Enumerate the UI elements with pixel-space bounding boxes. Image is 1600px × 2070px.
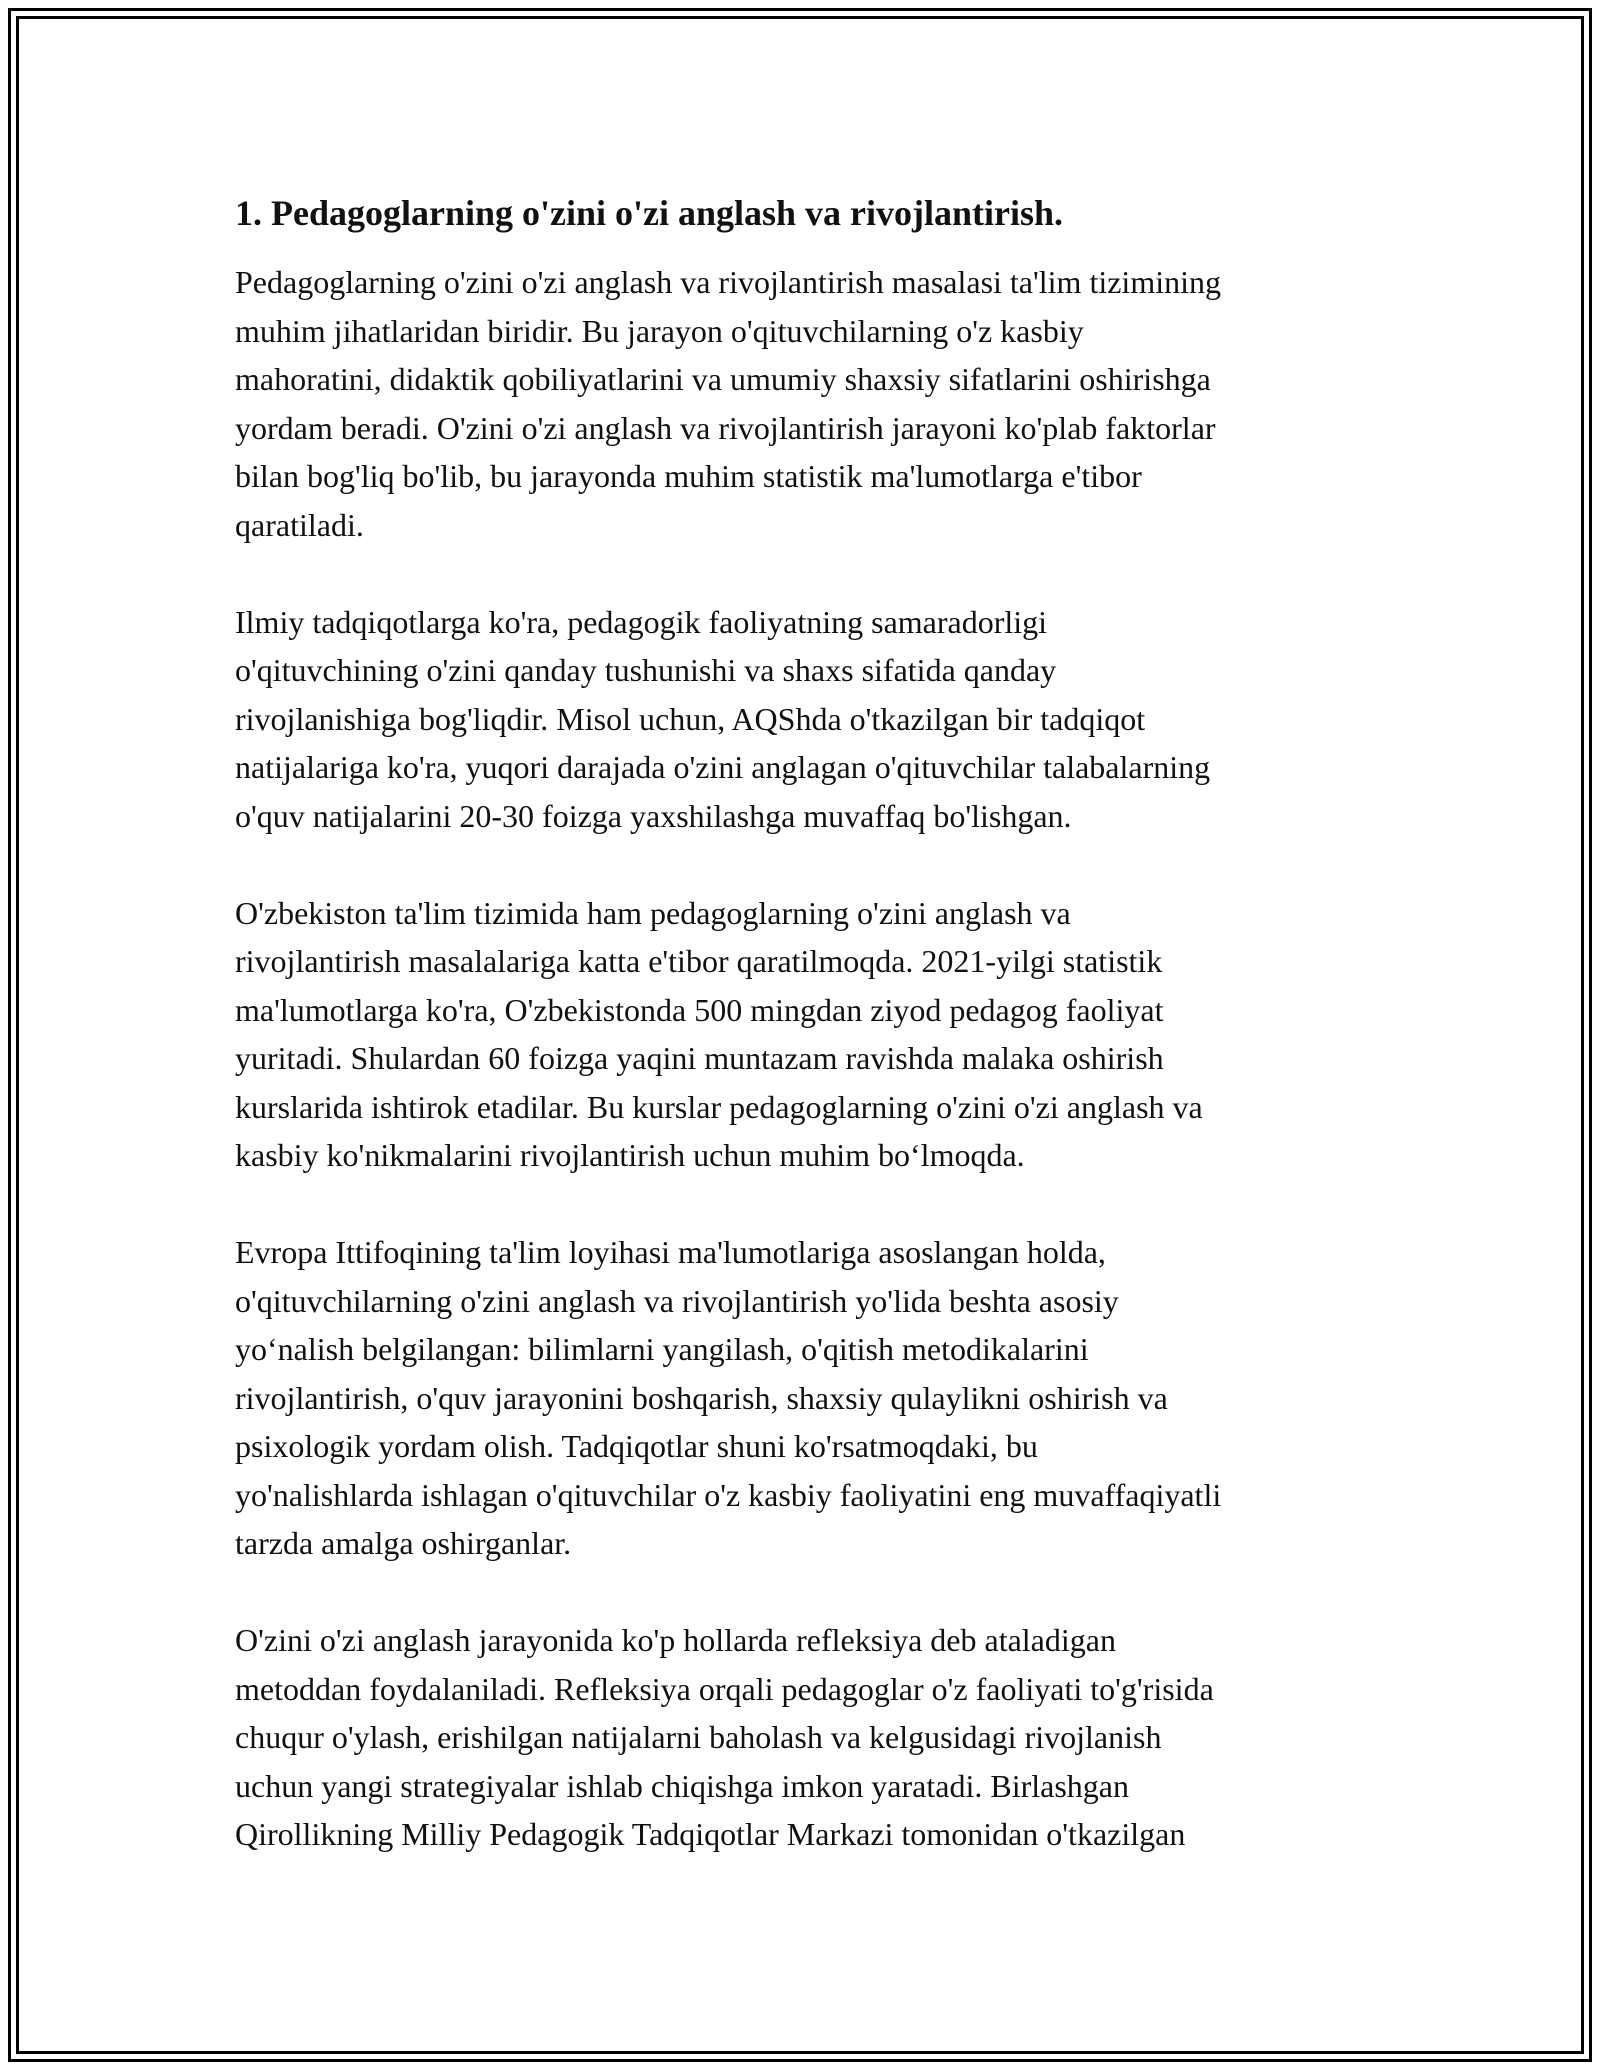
text-line: uchun yangi strategiyalar ishlab chiqishga imkon yaratadi. Birlashgan bbox=[235, 1767, 1129, 1804]
text-line: O'zbekiston ta'lim tizimida ham pedagoglarning o'zini anglash va bbox=[235, 894, 1071, 931]
paragraph-2 bbox=[235, 598, 1375, 841]
text-line: Qirollikning Milliy Pedagogik Tadqiqotlar Markazi tomonidan o'tkazilgan bbox=[235, 1816, 1186, 1852]
text-line: qaratiladi. bbox=[235, 506, 364, 543]
text-line: O'zini o'zi anglash jarayonida ko'p hollarda refleksiya deb ataladigan bbox=[235, 1622, 1116, 1658]
paragraph-5 bbox=[235, 1616, 1375, 1859]
text-line: o'qituvchilarning o'zini anglash va rivojlantirish yo'lida beshta asosiy bbox=[235, 1282, 1119, 1319]
text-line: kasbiy ko'nikmalarini rivojlantirish uchun muhim bo‘lmoqda. bbox=[235, 1137, 1025, 1173]
section-title: 1. Pedagoglarning o'zini o'zi anglash va rivojlantirish. bbox=[235, 193, 1064, 233]
text-line: yuritadi. Shulardan 60 foizga yaqini muntazam ravishda malaka oshirish bbox=[235, 1040, 1164, 1076]
text-line: rivojlanishiga bog'liqdir. Misol uchun, AQShda o'tkazilgan bir tadqiqot bbox=[235, 700, 1146, 737]
text-line: mahoratini, didaktik qobiliyatlarini va umumiy shaxsiy sifatlarini oshirishga bbox=[235, 361, 1211, 397]
text-line: Pedagoglarning o'zini o'zi anglash va rivojlantirish masalasi ta'lim tizimining bbox=[235, 264, 1221, 300]
text-line: o'qituvchining o'zini qanday tushunishi va shaxs sifatida qanday bbox=[235, 652, 1057, 688]
paragraph-4 bbox=[235, 1228, 1375, 1568]
text-line: bilan bog'liq bo'lib, bu jarayonda muhim statistik ma'lumotlarga e'tibor bbox=[235, 458, 1142, 494]
text-line: chuqur o'ylash, erishilgan natijalarni baholash va kelgusidagi rivojlanish bbox=[235, 1719, 1162, 1755]
text-line: rivojlantirish masalalariga katta e'tibor qaratilmoqda. 2021-yilgi statistik bbox=[235, 943, 1163, 979]
text-line: metoddan foydalaniladi. Refleksiya orqali pedagoglar o'z faoliyati to'g'risida bbox=[235, 1670, 1214, 1707]
text-line: rivojlantirish, o'quv jarayonini boshqarish, shaxsiy qulaylikni oshirish va bbox=[235, 1379, 1168, 1416]
text-line: muhim jihatlaridan biridir. Bu jarayon o'qituvchilarning o'z kasbiy bbox=[235, 312, 1084, 349]
text-line: kurslarida ishtirok etadilar. Bu kurslar pedagoglarning o'zini o'zi anglash va bbox=[235, 1088, 1203, 1125]
text-line: yo'nalishlarda ishlagan o'qituvchilar o'z kasbiy faoliyatini eng muvaffaqiyatli bbox=[235, 1476, 1222, 1513]
text-line: tarzda amalga oshirganlar. bbox=[235, 1525, 572, 1561]
text-line: Evropa Ittifoqining ta'lim loyihasi ma'lumotlariga asoslangan holda, bbox=[235, 1234, 1106, 1270]
text-line: ma'lumotlarga ko'ra, O'zbekistonda 500 mingdan ziyod pedagog faoliyat bbox=[235, 991, 1164, 1028]
text-line: psixologik yordam olish. Tadqiqotlar shuni ko'rsatmoqdaki, bu bbox=[235, 1428, 1038, 1464]
document-body bbox=[235, 190, 1375, 1907]
paragraph-1 bbox=[235, 258, 1375, 549]
text-line: o'quv natijalarini 20-30 foizga yaxshilashga muvaffaq bo'lishgan. bbox=[235, 797, 1072, 834]
text-line: natijalariga ko'ra, yuqori darajada o'zini anglagan o'qituvchilar talabalarning bbox=[235, 749, 1211, 785]
paragraph-3 bbox=[235, 889, 1375, 1180]
text-line: Ilmiy tadqiqotlarga ko'ra, pedagogik faoliyatning samaradorligi bbox=[235, 603, 1048, 640]
text-line: yordam beradi. O'zini o'zi anglash va rivojlantirish jarayoni ko'plab faktorlar bbox=[235, 409, 1216, 446]
text-line: yo‘nalish belgilangan: bilimlarni yangilash, o'qitish metodikalarini bbox=[235, 1331, 1089, 1367]
